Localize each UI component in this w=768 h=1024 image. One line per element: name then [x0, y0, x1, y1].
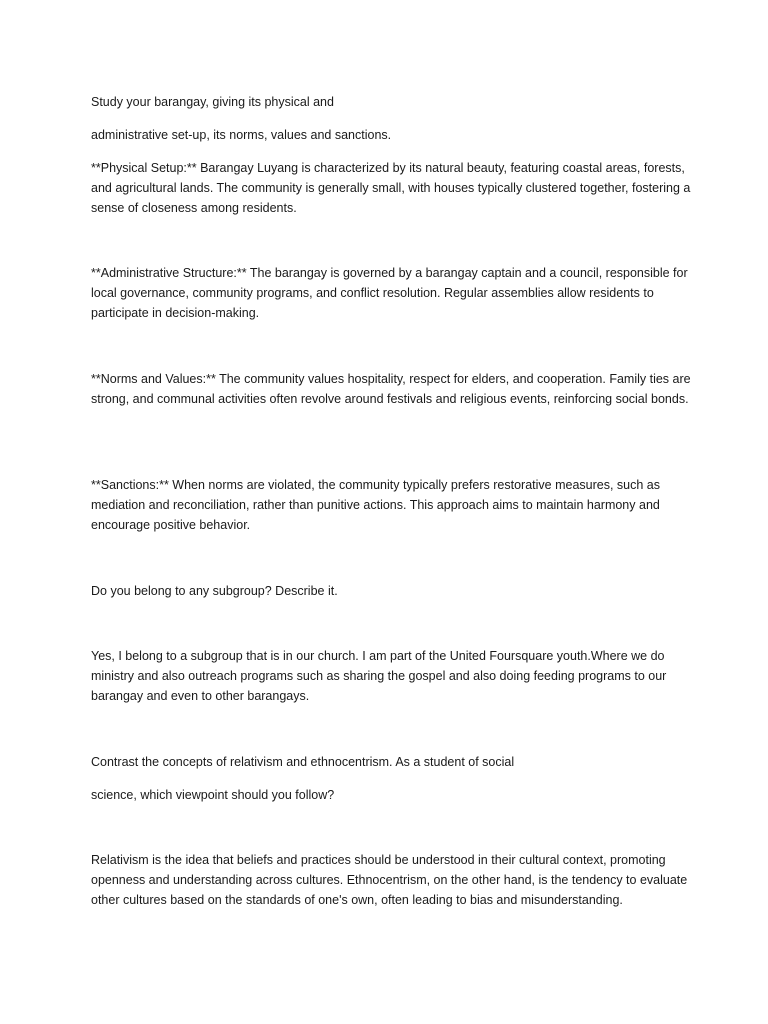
- administrative-structure-paragraph: **Administrative Structure:** The barangay is governed by a barangay captain and a council, responsible for local governance, community programs, and conflict resolution. Regular assemblies allow residents to participate in decision-making.: [91, 266, 688, 320]
- sanctions-paragraph: **Sanctions:** When norms are violated, the community typically prefers restorative measures, such as mediation and reconciliation, rather than punitive actions. This approach aims to maintain harmony and encourage positive behavior.: [91, 478, 660, 532]
- question-1-line-1: Study your barangay, giving its physical and: [91, 95, 334, 109]
- norms-values-paragraph: **Norms and Values:** The community values hospitality, respect for elders, and cooperation. Family ties are strong, and communal activities often revolve around festivals and religious events, reinforcing social bonds.: [91, 372, 691, 406]
- question-2: Do you belong to any subgroup? Describe it.: [91, 584, 338, 598]
- relativism-answer-paragraph: Relativism is the idea that beliefs and practices should be understood in their cultural context, promoting openness and understanding across cultures. Ethnocentrism, on the other hand, is the tendency to evaluate other cultures based on the standards of one's own, often leading to bias and misunderstanding.: [91, 853, 688, 907]
- question-3-line-2: science, which viewpoint should you follow?: [91, 788, 335, 802]
- physical-setup-paragraph: **Physical Setup:** Barangay Luyang is characterized by its natural beauty, featuring coastal areas, forests, and agricultural lands. The community is generally small, with houses typically clustered together, fostering a sense of closeness among residents.: [91, 161, 691, 215]
- subgroup-answer-paragraph: Yes, I belong to a subgroup that is in our church. I am part of the United Foursquare youth.Where we do ministry and also outreach programs such as sharing the gospel and also doing feeding programs to our barangay and even to other barangays.: [91, 649, 667, 703]
- question-3-line-1: Contrast the concepts of relativism and ethnocentrism. As a student of social: [91, 755, 515, 769]
- question-1-line-2: administrative set-up, its norms, values and sanctions.: [91, 128, 392, 142]
